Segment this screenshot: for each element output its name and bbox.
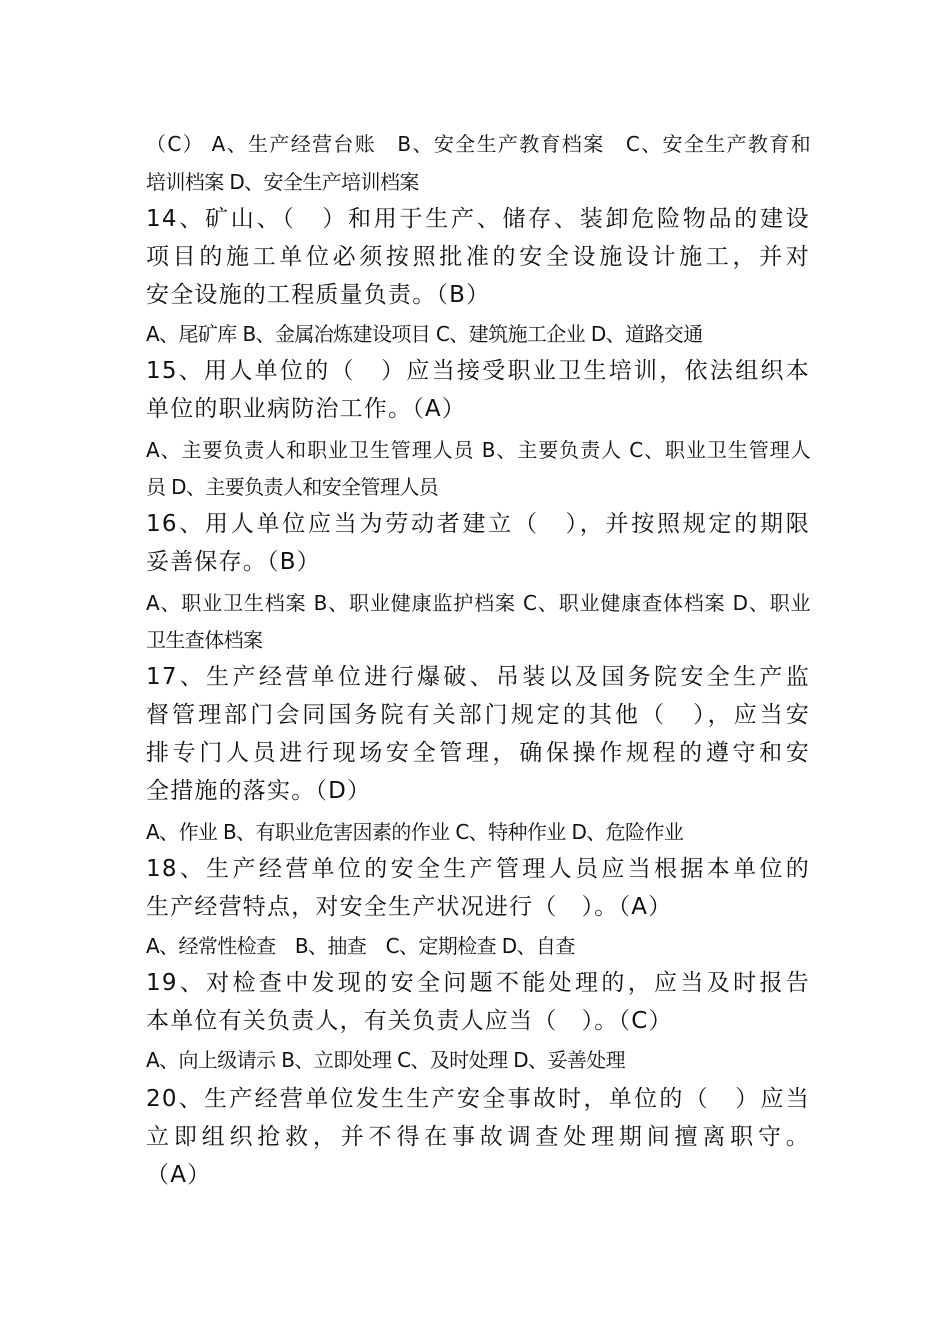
q19-text-line-2: 本单位有关负责人，有关负责人应当（ ）。（C） bbox=[146, 1008, 673, 1034]
q19-options: A、向上级请示 B、立即处理 C、及时处理 D、妥善处理 bbox=[146, 1048, 626, 1072]
q16-text-line-1: 16、用人单位应当为劳动者建立（ ），并按照规定的期限 bbox=[146, 511, 810, 537]
q14-text-line-1: 14、矿山、（ ）和用于生产、储存、装卸危险物品的建设 bbox=[146, 206, 810, 232]
q18-options: A、经常性检查 B、抽查 C、定期检查 D、自查 bbox=[146, 934, 575, 958]
q14-text-line-3: 安全设施的工程质量负责。（B） bbox=[146, 282, 491, 308]
q15-text-line-1: 15、用人单位的（ ）应当接受职业卫生培训，依法组织本 bbox=[146, 358, 810, 384]
q20-text-line-2: 立即组织抢救，并不得在事故调查处理期间擅离职守。 bbox=[146, 1124, 810, 1150]
q16-options-line-2: 卫生查体档案 bbox=[146, 628, 263, 652]
q20-answer: （A） bbox=[146, 1162, 212, 1188]
q14-text-line-2: 项目的施工单位必须按照批准的安全设施设计施工，并对 bbox=[146, 244, 810, 270]
q16-text-line-2: 妥善保存。（B） bbox=[146, 549, 321, 575]
q17-text-line-2: 督管理部门会同国务院有关部门规定的其他（ ），应当安 bbox=[146, 702, 810, 728]
q15-options-line-2: 员 D、主要负责人和安全管理人员 bbox=[146, 475, 439, 499]
q17-options: A、作业 B、有职业危害因素的作业 C、特种作业 D、危险作业 bbox=[146, 820, 684, 844]
q17-text-line-3: 排专门人员进行现场安全管理，确保操作规程的遵守和安 bbox=[146, 740, 810, 766]
q13-options-line-1: （C） A、生产经营台账 B、安全生产教育档案 C、安全生产教育和 bbox=[146, 132, 810, 156]
q17-text-line-4: 全措施的落实。（D） bbox=[146, 778, 372, 804]
q17-text-line-1: 17、生产经营单位进行爆破、吊装以及国务院安全生产监 bbox=[146, 664, 810, 690]
q15-options-line-1: A、主要负责人和职业卫生管理人员 B、主要负责人 C、职业卫生管理人 bbox=[146, 438, 810, 462]
q18-text-line-1: 18、生产经营单位的安全生产管理人员应当根据本单位的 bbox=[146, 856, 810, 882]
q14-options: A、尾矿库 B、金属冶炼建设项目 C、建筑施工企业 D、道路交通 bbox=[146, 322, 703, 346]
q18-text-line-2: 生产经营特点，对安全生产状况进行（ ）。（A） bbox=[146, 894, 673, 920]
q13-options-line-2: 培训档案 D、安全生产培训档案 bbox=[146, 170, 419, 194]
q16-options-line-1: A、职业卫生档案 B、职业健康监护档案 C、职业健康查体档案 D、职业 bbox=[146, 591, 810, 615]
q20-text-line-1: 20、生产经营单位发生生产安全事故时，单位的（ ）应当 bbox=[146, 1086, 810, 1112]
q15-text-line-2: 单位的职业病防治工作。（A） bbox=[146, 396, 467, 422]
q19-text-line-1: 19、对检查中发现的安全问题不能处理的，应当及时报告 bbox=[146, 970, 810, 996]
